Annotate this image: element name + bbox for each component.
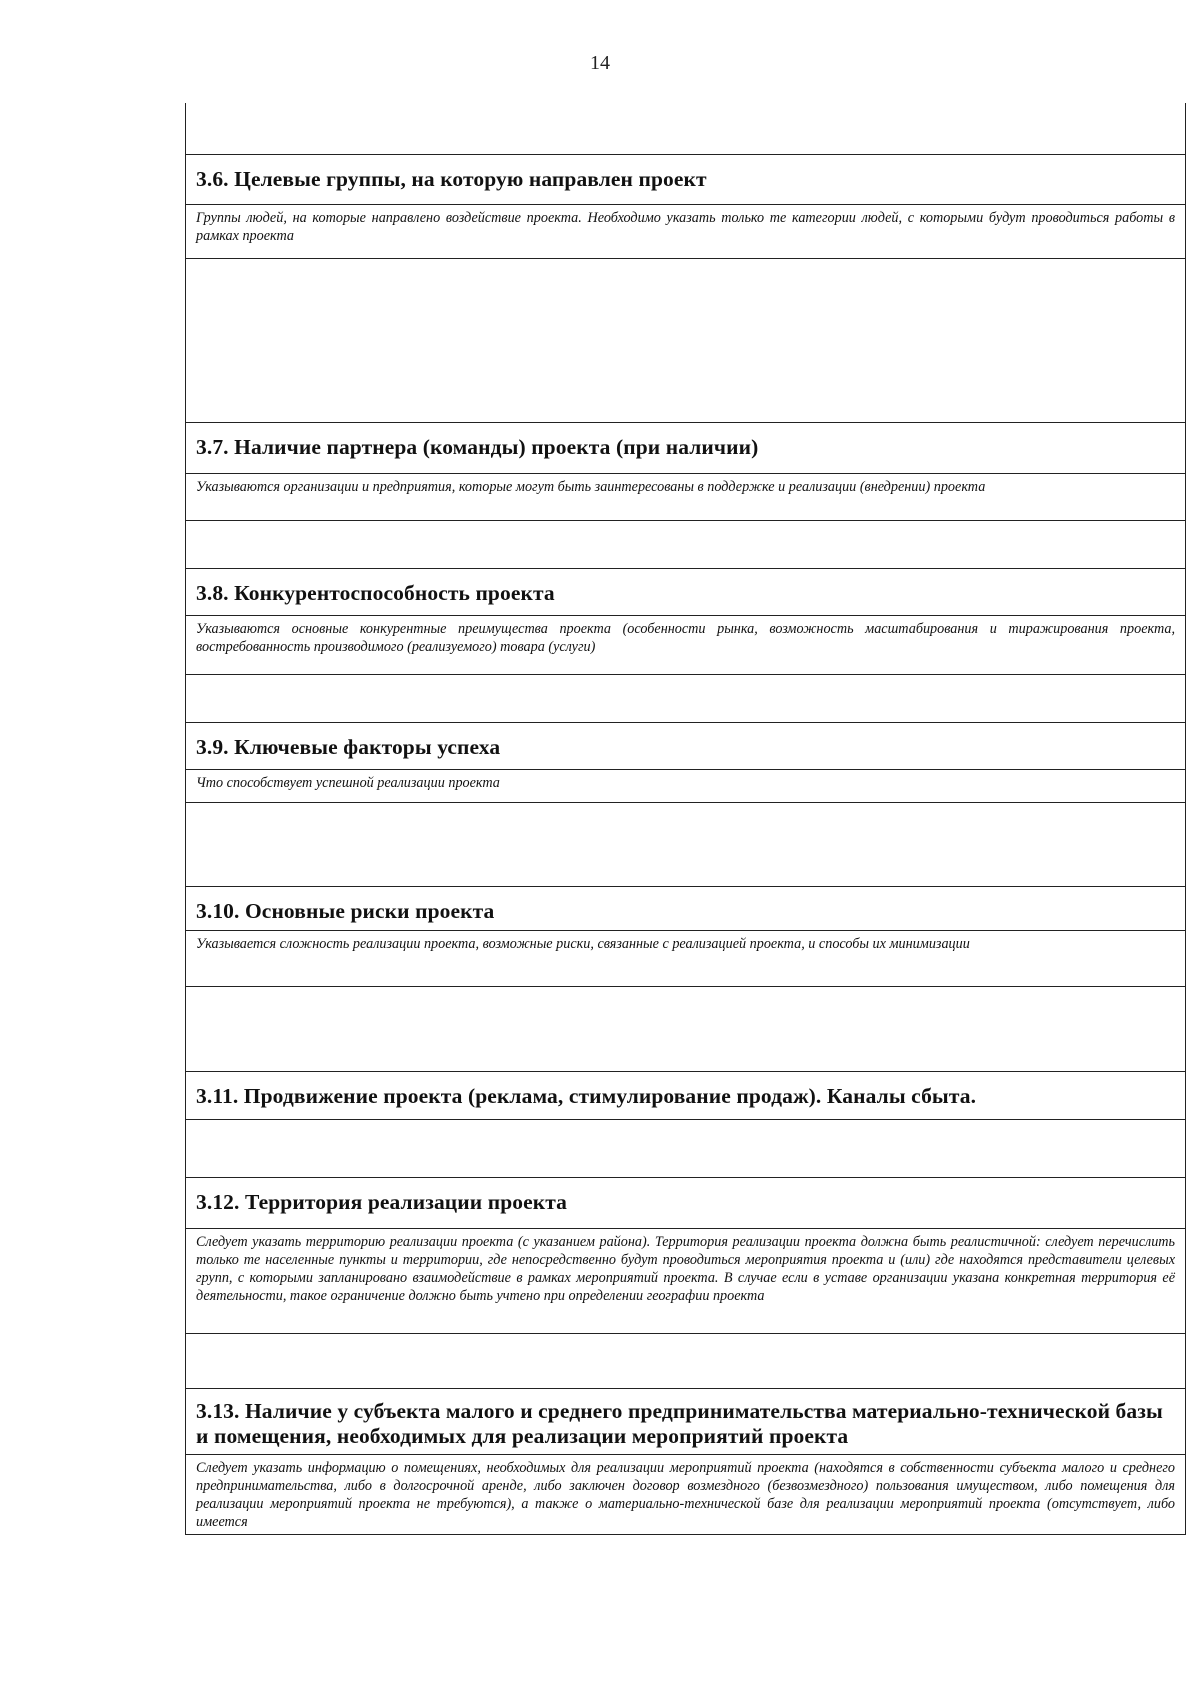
section-3-9-answer-field[interactable]: [186, 803, 1185, 887]
section-3-9-title: 3.9. Ключевые факторы успеха: [186, 723, 1185, 770]
section-3-12-title: 3.12. Территория реализации проекта: [186, 1178, 1185, 1229]
section-3-7-hint: Указываются организации и предприятия, которые могут быть заинтересованы в поддержке и реализации (внедрении) проекта: [186, 474, 1185, 521]
section-3-13-title: 3.13. Наличие у субъекта малого и среднего предпринимательства материально-технической базы и помещения, необходимых для реализации мероприятий проекта: [186, 1389, 1185, 1455]
section-3-11-title: 3.11. Продвижение проекта (реклама, стимулирование продаж). Каналы сбыта.: [186, 1072, 1185, 1120]
section-3-12-hint: Следует указать территорию реализации проекта (с указанием района). Территория реализации проекта должна быть реалистичной: следует перечислить только те населенные пункты и территории, где непосредственно будут проводиться мероприятия проекта и (или) где находятся представители целевых групп, с которыми запланировано взаимодействие в рамках мероприятий проекта. В случае если в уставе организации указана конкретная территория её деятельности, такое ограничение должно быть учтено при определении географии проекта: [186, 1229, 1185, 1334]
section-3-9-hint: Что способствует успешной реализации проекта: [186, 770, 1185, 803]
section-3-11-answer-field[interactable]: [186, 1120, 1185, 1178]
section-3-8-answer-field[interactable]: [186, 675, 1185, 723]
section-3-10-hint: Указывается сложность реализации проекта, возможные риски, связанные с реализацией проекта, и способы их минимизации: [186, 931, 1185, 987]
section-3-7-answer-field[interactable]: [186, 521, 1185, 569]
section-3-10-answer-field[interactable]: [186, 987, 1185, 1072]
section-3-7-title: 3.7. Наличие партнера (команды) проекта (при наличии): [186, 423, 1185, 474]
section-3-8-hint: Указываются основные конкурентные преимущества проекта (особенности рынка, возможность масштабирования и тиражирования проекта, востребованность производимого (реализуемого) товара (услуги): [186, 616, 1185, 675]
section-3-6-answer-field[interactable]: [186, 259, 1185, 423]
section-3-6-hint: Группы людей, на которые направлено воздействие проекта. Необходимо указать только те категории людей, с которыми будут проводиться работы в рамках проекта: [186, 205, 1185, 259]
section-3-12-answer-field[interactable]: [186, 1334, 1185, 1389]
previous-section-answer-field[interactable]: [186, 103, 1185, 155]
section-3-13-hint: Следует указать информацию о помещениях, необходимых для реализации мероприятий проекта (находятся в собственности субъекта малого и среднего предпринимательства, либо в долгосрочной аренде, либо заключен договор возмездного (безвозмездного) пользования имуществом, либо помещения для реализации мероприятий проекта не требуются), а также о материально-технической базе для реализации мероприятий проекта (отсутствует, либо имеется: [196, 1460, 1175, 1530]
section-3-8-title: 3.8. Конкурентоспособность проекта: [186, 569, 1185, 616]
page-number: 14: [590, 52, 610, 74]
project-form-table: [185, 103, 1186, 1535]
section-3-10-title: 3.10. Основные риски проекта: [186, 887, 1185, 931]
section-3-6-title: 3.6. Целевые группы, на которую направлен проект: [186, 155, 1185, 205]
